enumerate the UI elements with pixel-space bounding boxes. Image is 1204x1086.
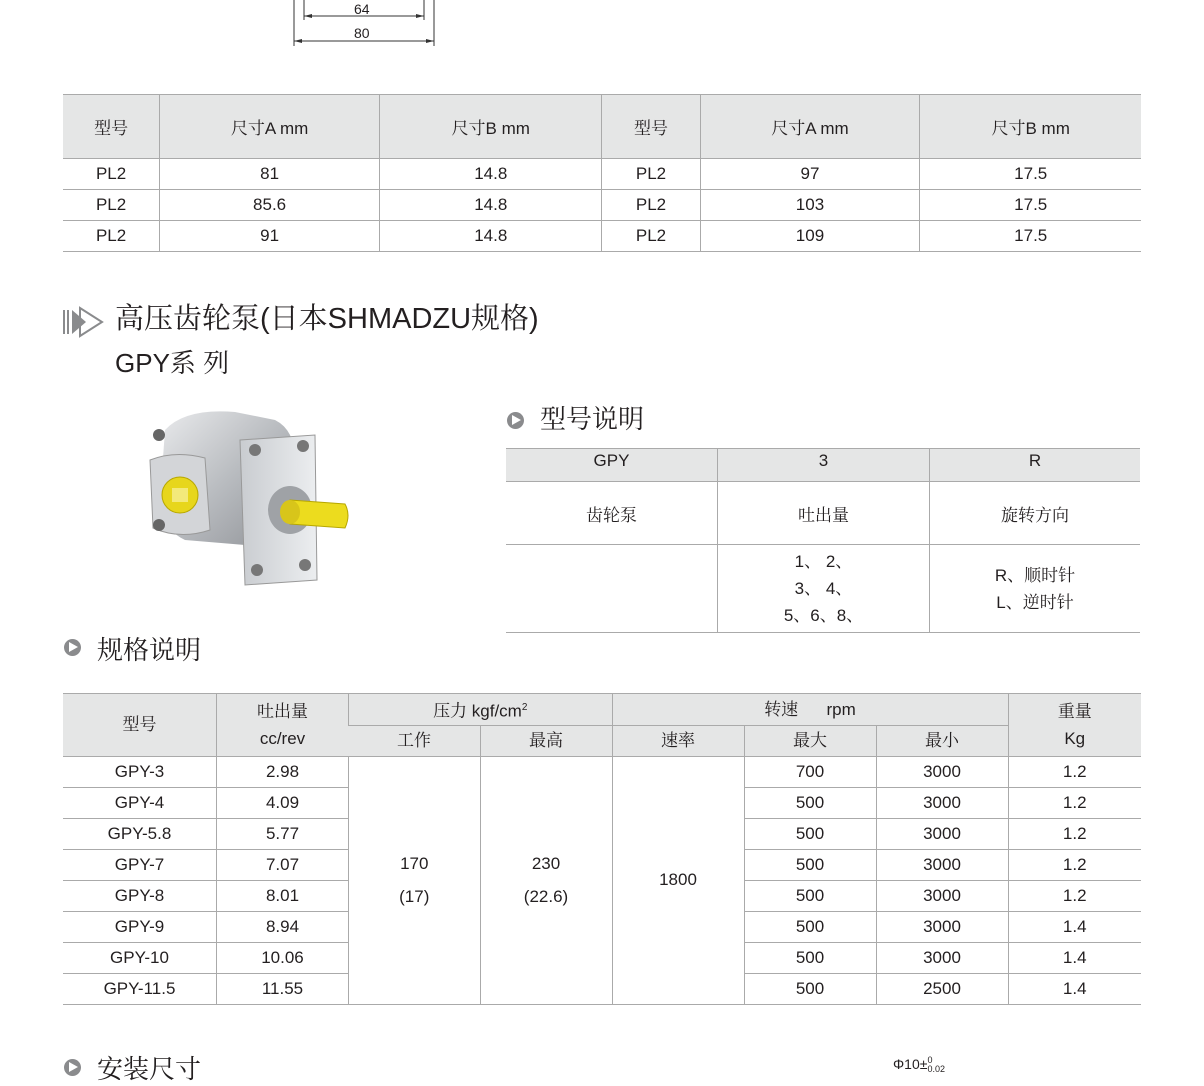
- table-cell: 500: [744, 942, 876, 973]
- table-row: [506, 545, 1140, 633]
- header-weight-unit: Kg: [1064, 728, 1086, 748]
- table-cell: GPY-10: [63, 942, 217, 973]
- table-cell: 3000: [876, 942, 1008, 973]
- table-cell: 1.2: [1008, 849, 1141, 880]
- table-cell: 700: [744, 756, 876, 787]
- table-cell: 500: [744, 911, 876, 942]
- displacement-options: [718, 545, 930, 633]
- table-row: [63, 221, 1141, 252]
- option-line: 5、6、8、: [783, 606, 864, 625]
- table-cell: GPY-11.5: [63, 973, 217, 1004]
- table-cell: 1.2: [1008, 756, 1141, 787]
- table-cell: 吐出量: [718, 482, 930, 545]
- header-speed-min: 最小: [876, 725, 1008, 756]
- work-pressure-value: 170: [400, 854, 429, 874]
- table-cell: 14.8: [380, 190, 602, 221]
- table-cell: 10.06: [217, 942, 349, 973]
- table-cell: 500: [744, 880, 876, 911]
- section-subtitle: GPY系 列: [115, 348, 230, 378]
- option-line: L、逆时针: [996, 592, 1074, 612]
- header-pressure: [349, 694, 613, 726]
- table-row: [63, 756, 1141, 787]
- header-displacement-unit: cc/rev: [259, 728, 306, 748]
- max-pressure-alt: (22.6): [523, 887, 569, 907]
- header-model: 型号: [63, 694, 217, 757]
- table-cell: 500: [744, 973, 876, 1004]
- table-cell: [506, 545, 718, 633]
- table-cell: PL2: [63, 221, 160, 252]
- section-arrow-icon: [62, 304, 104, 340]
- rate-cell: 1800: [612, 756, 744, 1004]
- table-cell: 500: [744, 787, 876, 818]
- table-cell: 14.8: [380, 159, 602, 190]
- bullet-icon: [64, 639, 81, 656]
- header-rate: 速率: [612, 725, 744, 756]
- header-weight: [1008, 694, 1141, 757]
- option-line: 1、 2、: [794, 552, 853, 571]
- table-cell: 3000: [876, 880, 1008, 911]
- option-line: R、顺时针: [994, 565, 1076, 585]
- table-cell: 81: [160, 159, 380, 190]
- table-cell: 1.4: [1008, 911, 1141, 942]
- header-size-a: 尺寸A mm: [700, 95, 920, 159]
- table-cell: 3000: [876, 787, 1008, 818]
- table-header-row: [506, 449, 1140, 482]
- dimension-outer: 80: [354, 25, 370, 41]
- table-cell: 7.07: [217, 849, 349, 880]
- table-cell: 旋转方向: [930, 482, 1141, 545]
- model-heading: 型号说明: [540, 404, 645, 434]
- shaft-dimension-text: Φ10±: [893, 1056, 928, 1072]
- table-cell: 17.5: [920, 221, 1141, 252]
- header-displacement-label: 吐出量: [257, 701, 308, 721]
- table-cell: 1.4: [1008, 942, 1141, 973]
- rotation-options: [930, 545, 1141, 633]
- work-pressure-alt: (17): [399, 887, 430, 907]
- table-cell: GPY-8: [63, 880, 217, 911]
- table-cell: 17.5: [920, 190, 1141, 221]
- table-cell: 91: [160, 221, 380, 252]
- table-cell: 109: [700, 221, 920, 252]
- table-cell: 17.5: [920, 159, 1141, 190]
- gear-pump-image: [145, 400, 355, 590]
- table-cell: PL2: [602, 159, 700, 190]
- tolerance-upper: 0: [927, 1055, 933, 1066]
- max-pressure-cell: [480, 756, 612, 1004]
- header-max: 最高: [480, 725, 612, 756]
- table-header-row: [63, 694, 1141, 726]
- table-cell: 1.2: [1008, 880, 1141, 911]
- table-cell: 3000: [876, 849, 1008, 880]
- table-cell: 14.8: [380, 221, 602, 252]
- spec-table: [63, 693, 1141, 1005]
- dimension-inner: 64: [354, 1, 370, 17]
- table-cell: 3000: [876, 818, 1008, 849]
- table-cell: GPY-7: [63, 849, 217, 880]
- table-cell: PL2: [63, 190, 160, 221]
- table-cell: PL2: [602, 190, 700, 221]
- section-title-text: 高压齿轮泵(日本SHMADZU规格): [115, 303, 539, 335]
- table-cell: 8.94: [217, 911, 349, 942]
- table-cell: 齿轮泵: [506, 482, 718, 545]
- header-model: 型号: [602, 95, 700, 159]
- spec-heading: 规格说明: [97, 635, 202, 665]
- header-size-a: 尺寸A mm: [160, 95, 380, 159]
- header-weight-label: 重量: [1057, 701, 1092, 721]
- table-cell: GPY-4: [63, 787, 217, 818]
- table-cell: 500: [744, 849, 876, 880]
- header-displacement-code: 3: [718, 449, 930, 482]
- model-table: [506, 448, 1140, 633]
- table-cell: PL2: [602, 221, 700, 252]
- table-cell: 3000: [876, 911, 1008, 942]
- bullet-icon: [507, 412, 524, 429]
- table-cell: GPY-3: [63, 756, 217, 787]
- table-cell: PL2: [63, 159, 160, 190]
- option-line: 3、 4、: [794, 579, 853, 598]
- header-speed-max: 最大: [744, 725, 876, 756]
- table-cell: 2500: [876, 973, 1008, 1004]
- table-cell: GPY-9: [63, 911, 217, 942]
- table-cell: 500: [744, 818, 876, 849]
- table-cell: 8.01: [217, 880, 349, 911]
- header-size-b: 尺寸B mm: [920, 95, 1141, 159]
- header-pressure-label: 压力 kgf/cm: [433, 701, 522, 721]
- table-cell: 1.4: [1008, 973, 1141, 1004]
- table-cell: 5.77: [217, 818, 349, 849]
- header-speed: 转速 rpm: [612, 694, 1008, 726]
- header-model: 型号: [63, 95, 160, 159]
- work-pressure-cell: [349, 756, 481, 1004]
- table-cell: 4.09: [217, 787, 349, 818]
- shaft-dimension-label: [893, 1056, 945, 1074]
- header-displacement: [217, 694, 349, 757]
- table-cell: 97: [700, 159, 920, 190]
- table-cell: 2.98: [217, 756, 349, 787]
- header-work: 工作: [349, 725, 481, 756]
- tolerance-lower: 0.02: [927, 1064, 945, 1075]
- table-cell: 11.55: [217, 973, 349, 1004]
- table-header-row: [63, 95, 1141, 159]
- table-cell: 1.2: [1008, 787, 1141, 818]
- install-heading: 安装尺寸: [97, 1054, 202, 1084]
- table-cell: 1.2: [1008, 818, 1141, 849]
- table-row: [506, 482, 1140, 545]
- size-table: [63, 94, 1141, 252]
- table-cell: 85.6: [160, 190, 380, 221]
- header-size-b: 尺寸B mm: [380, 95, 602, 159]
- table-cell: 3000: [876, 756, 1008, 787]
- header-pressure-sup: 2: [521, 702, 528, 713]
- header-rotation-code: R: [930, 449, 1141, 482]
- bullet-icon: [64, 1059, 81, 1076]
- table-row: [63, 190, 1141, 221]
- header-series: GPY: [506, 449, 718, 482]
- max-pressure-value: 230: [531, 854, 561, 874]
- table-cell: 103: [700, 190, 920, 221]
- table-cell: GPY-5.8: [63, 818, 217, 849]
- table-row: [63, 159, 1141, 190]
